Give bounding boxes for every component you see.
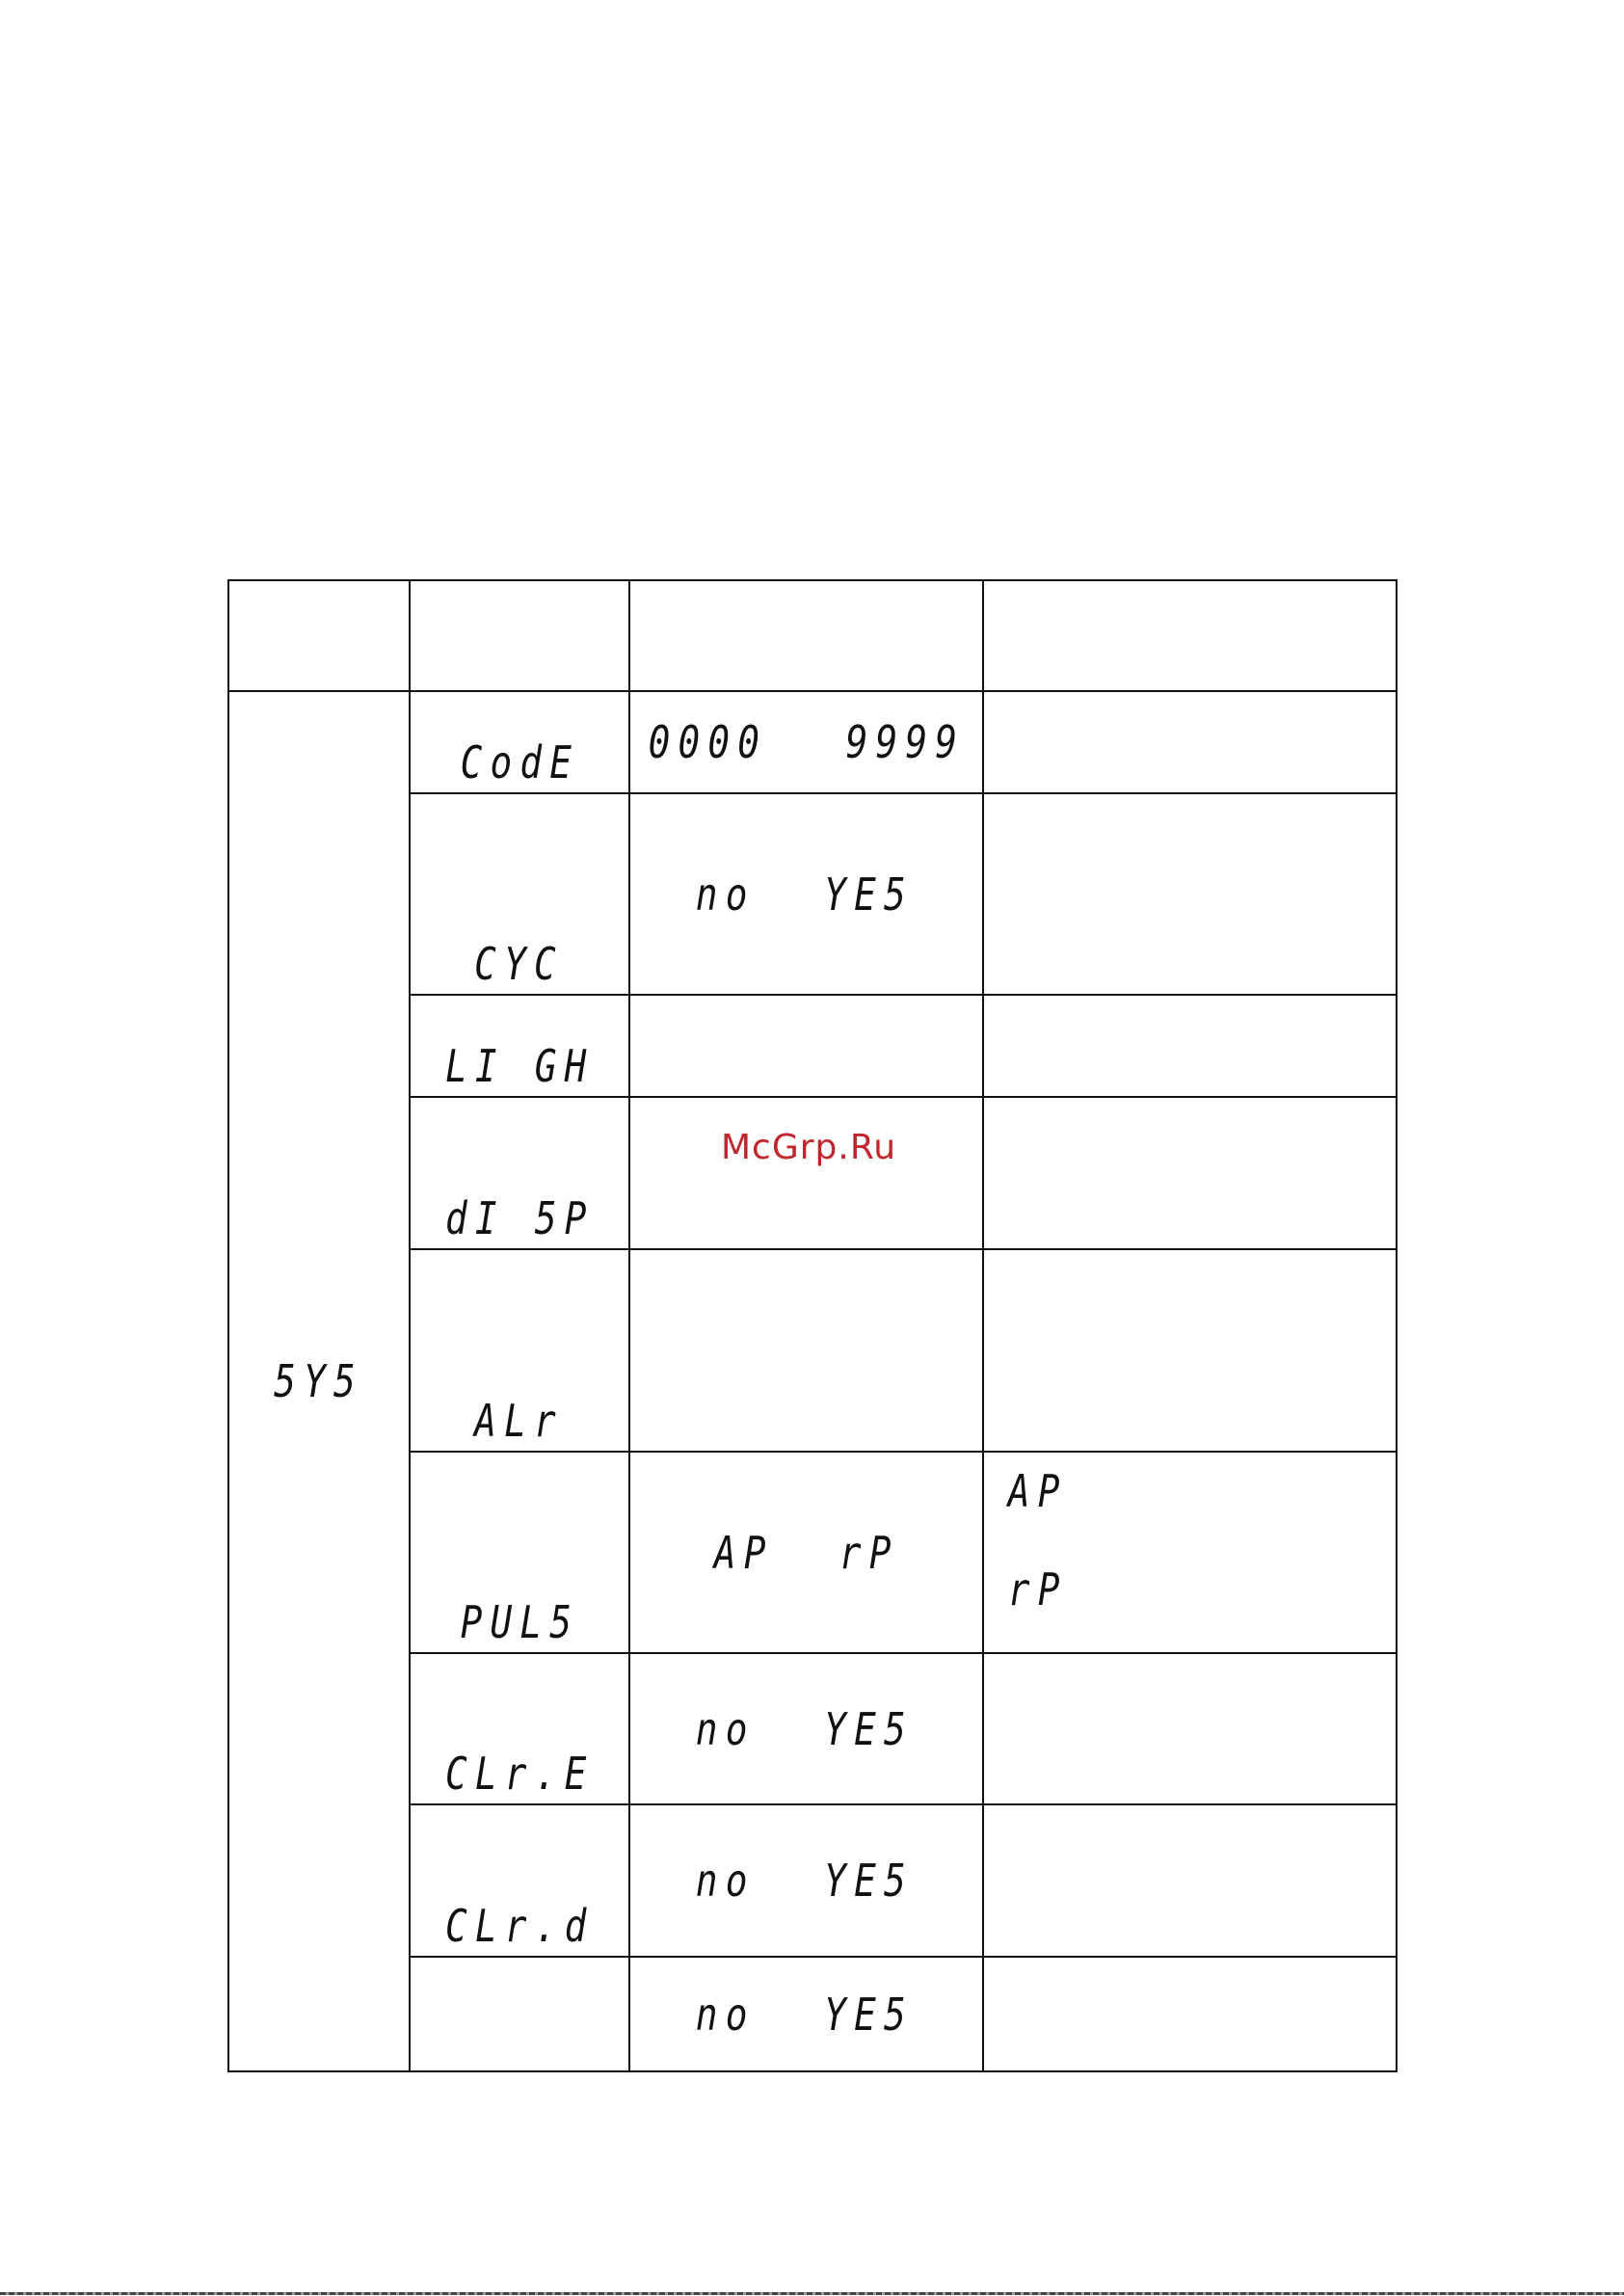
param-cell [410, 1097, 629, 1249]
param-code: CLr.E [444, 1748, 595, 1800]
range-min: 0000 [648, 716, 767, 768]
param-code: PUL5 [460, 1596, 579, 1648]
table-row [228, 691, 1397, 793]
range-min: no [696, 1702, 756, 1755]
range-cell [629, 1097, 983, 1249]
header-cell-menu [228, 580, 410, 691]
param-cell [410, 1249, 629, 1452]
range-cell [629, 1804, 983, 1957]
param-cell [410, 691, 629, 793]
param-cell [410, 793, 629, 995]
param-cell [410, 1452, 629, 1653]
parameter-table [227, 579, 1398, 2072]
desc-option-a: AP [1007, 1465, 1068, 1517]
range-min: no [696, 1855, 756, 1907]
desc-option-b: rP [1007, 1563, 1068, 1615]
param-cell [410, 995, 629, 1097]
range-cell [629, 1653, 983, 1804]
range-max: YE5 [823, 1988, 914, 2041]
desc-cell [983, 1957, 1397, 2071]
param-code: CodE [460, 736, 579, 788]
range-max: 9999 [845, 716, 965, 768]
desc-cell [983, 1653, 1397, 1804]
range-max: rP [839, 1526, 899, 1579]
range-max: YE5 [823, 1702, 914, 1755]
desc-cell [983, 995, 1397, 1097]
range-min: AP [713, 1526, 774, 1579]
desc-cell [983, 1097, 1397, 1249]
param-code: ALr [474, 1395, 565, 1447]
range-cell [629, 1249, 983, 1452]
range-cell [629, 1957, 983, 2071]
header-cell-description [983, 580, 1397, 691]
desc-cell [983, 1804, 1397, 1957]
range-max: YE5 [823, 1855, 914, 1907]
group-label: 5Y5 [274, 1355, 364, 1407]
desc-cell [983, 1452, 1397, 1653]
param-cell [410, 1653, 629, 1804]
page-bottom-rule [0, 2292, 1624, 2295]
param-code: CLr.d [444, 1900, 595, 1952]
param-code: CYC [474, 938, 565, 990]
table-header-row [228, 580, 1397, 691]
range-cell [629, 691, 983, 793]
header-cell-range [629, 580, 983, 691]
desc-cell [983, 1249, 1397, 1452]
param-cell [410, 1957, 629, 2071]
group-cell [228, 691, 410, 2071]
range-cell [629, 1452, 983, 1653]
param-cell [410, 1804, 629, 1957]
desc-cell [983, 793, 1397, 995]
header-cell-parameter [410, 580, 629, 691]
range-min: no [696, 868, 756, 921]
desc-cell [983, 691, 1397, 793]
param-code: dI 5P [444, 1192, 595, 1244]
range-cell [629, 995, 983, 1097]
param-code: LI GH [444, 1040, 595, 1092]
watermark-text: McGrp.Ru [721, 1128, 897, 1167]
range-min: no [696, 1988, 756, 2041]
range-cell [629, 793, 983, 995]
range-max: YE5 [823, 868, 914, 921]
